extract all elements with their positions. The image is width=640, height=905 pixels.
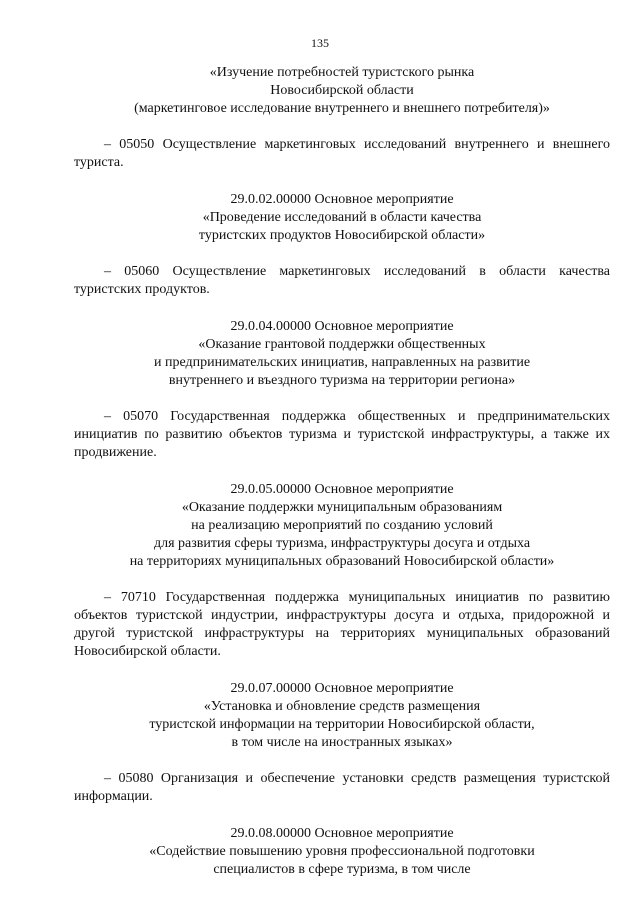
- section-heading: [74, 191, 610, 245]
- section-heading: [74, 64, 610, 118]
- heading-line: внутреннего и въездного туризма на территории региона»: [168, 373, 516, 388]
- heading-line: «Оказание грантовой поддержки общественных: [198, 337, 486, 352]
- heading-line: «Установка и обновление средств размещения: [203, 699, 481, 714]
- heading-line: «Изучение потребностей туристского рынка: [209, 65, 475, 80]
- heading-line: «Проведение исследований в области качества: [202, 210, 482, 225]
- section-heading: [74, 481, 610, 571]
- heading-line: туристской информации на территории Новосибирской области,: [149, 717, 535, 732]
- heading-line: 29.0.04.00000 Основное мероприятие: [230, 319, 454, 334]
- section-heading: [74, 825, 610, 879]
- section-heading: [74, 680, 610, 752]
- heading-line: (маркетинговое исследование внутреннего и внешнего потребителя)»: [134, 101, 550, 116]
- heading-line: и предпринимательских инициатив, направленных на развитие: [153, 355, 531, 370]
- heading-line: 29.0.08.00000 Основное мероприятие: [230, 826, 454, 841]
- section-paragraph: – 05070 Государственная поддержка общественных и предпринимательских инициатив по развитию объектов туризма и туристской инфраструктуры, а также их продвижение.: [74, 409, 610, 460]
- page-number: 135: [311, 36, 329, 50]
- heading-line: на реализацию мероприятий по созданию условий: [191, 518, 493, 533]
- heading-line: Новосибирской области: [270, 83, 414, 98]
- heading-line: для развития сферы туризма, инфраструктуры досуга и отдыха: [153, 536, 531, 551]
- section-paragraph: – 70710 Государственная поддержка муниципальных инициатив по развитию объектов туристской индустрии, инфраструктуры досуга и отдыха, придорожной и другой туристской инфраструктуры на территориях муниципальных образований Новосибирской области.: [74, 590, 610, 659]
- section-paragraph: – 05050 Осуществление маркетинговых исследований внутреннего и внешнего туриста.: [74, 137, 610, 170]
- section-paragraph: – 05080 Организация и обеспечение установки средств размещения туристской информации.: [74, 771, 610, 804]
- heading-line: туристских продуктов Новосибирской области»: [198, 228, 486, 243]
- heading-line: «Содействие повышению уровня профессиональной подготовки: [149, 844, 535, 859]
- heading-line: 29.0.02.00000 Основное мероприятие: [230, 192, 454, 207]
- heading-line: специалистов в сфере туризма, в том числе: [213, 862, 471, 877]
- section-paragraph: – 05060 Осуществление маркетинговых исследований в области качества туристских продуктов.: [74, 264, 610, 297]
- heading-line: на территориях муниципальных образований Новосибирской области»: [129, 554, 555, 569]
- heading-line: 29.0.07.00000 Основное мероприятие: [230, 681, 454, 696]
- document-body: [74, 64, 610, 879]
- section-heading: [74, 318, 610, 390]
- heading-line: в том числе на иностранных языках»: [231, 735, 453, 750]
- heading-line: 29.0.05.00000 Основное мероприятие: [230, 482, 454, 497]
- heading-line: «Оказание поддержки муниципальным образованиям: [181, 500, 503, 515]
